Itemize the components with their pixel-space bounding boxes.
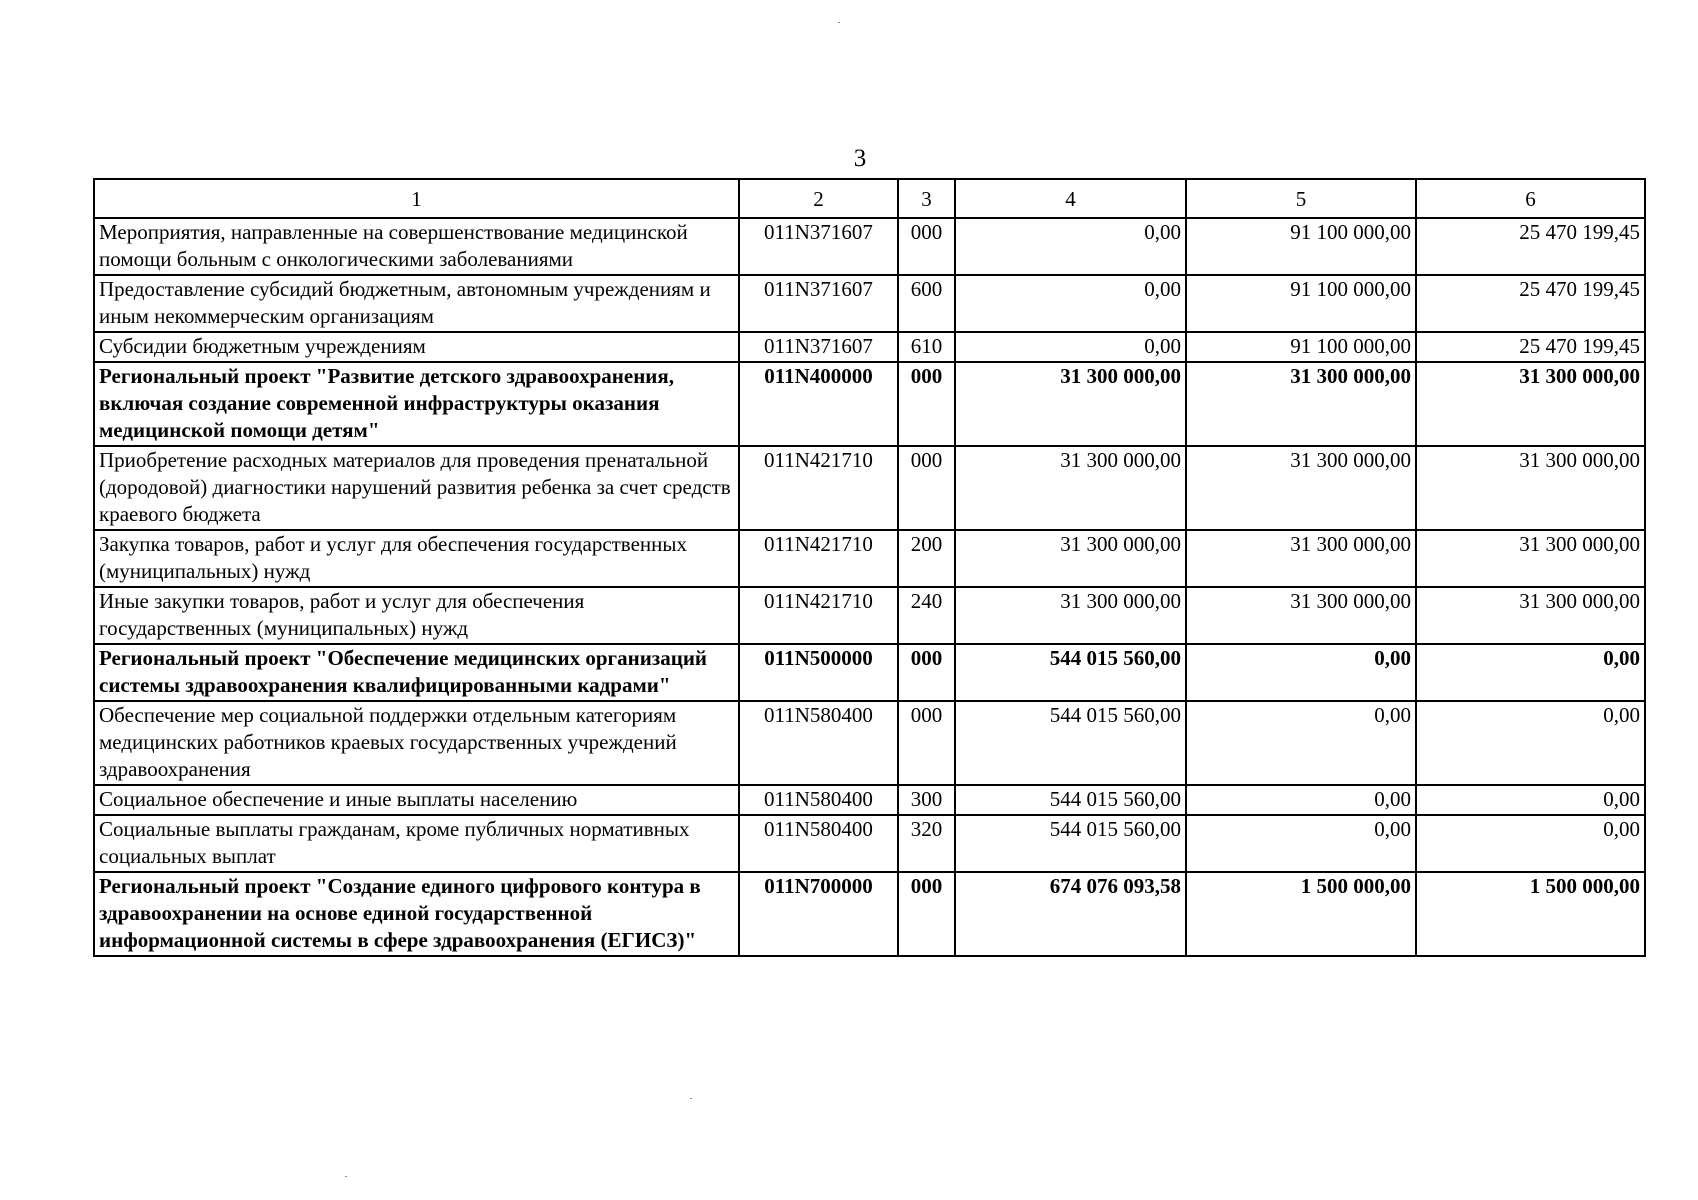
row-expense-type: 600	[898, 275, 955, 332]
row-expense-type: 610	[898, 332, 955, 362]
table-row	[94, 275, 1645, 332]
row-target-code: 011N700000	[739, 872, 898, 956]
row-amount-col4: 544 015 560,00	[955, 815, 1186, 872]
row-expense-type: 240	[898, 587, 955, 644]
scan-speck	[838, 22, 840, 23]
row-amount-col6: 0,00	[1416, 815, 1645, 872]
row-amount-col5: 31 300 000,00	[1186, 587, 1416, 644]
row-expense-type: 300	[898, 785, 955, 815]
row-amount-col4: 0,00	[955, 332, 1186, 362]
row-amount-col6: 31 300 000,00	[1416, 446, 1645, 530]
row-name: Предоставление субсидий бюджетным, автономным учреждениям и иным некоммерческим организациям	[94, 275, 739, 332]
scan-speck	[690, 1098, 692, 1099]
row-expense-type: 200	[898, 530, 955, 587]
column-header-5: 5	[1186, 179, 1416, 218]
row-amount-col5: 31 300 000,00	[1186, 362, 1416, 446]
row-amount-col6: 25 470 199,45	[1416, 275, 1645, 332]
header-row	[94, 179, 1645, 218]
row-amount-col5: 0,00	[1186, 815, 1416, 872]
row-expense-type: 000	[898, 644, 955, 701]
row-name: Социальное обеспечение и иные выплаты населению	[94, 785, 739, 815]
column-header-2: 2	[739, 179, 898, 218]
row-name: Региональный проект "Создание единого цифрового контура в здравоохранении на основе единой государственной информационной системы в сфере здравоохранения (ЕГИСЗ)"	[94, 872, 739, 956]
table-row	[94, 218, 1645, 275]
row-name: Социальные выплаты гражданам, кроме публичных нормативных социальных выплат	[94, 815, 739, 872]
table-row	[94, 644, 1645, 701]
column-header-6: 6	[1416, 179, 1645, 218]
row-expense-type: 000	[898, 872, 955, 956]
row-name: Обеспечение мер социальной поддержки отдельным категориям медицинских работников краевых государственных учреждений здравоохранения	[94, 701, 739, 785]
row-amount-col5: 0,00	[1186, 701, 1416, 785]
row-amount-col4: 674 076 093,58	[955, 872, 1186, 956]
row-target-code: 011N421710	[739, 446, 898, 530]
row-target-code: 011N580400	[739, 785, 898, 815]
row-expense-type: 000	[898, 218, 955, 275]
row-amount-col6: 0,00	[1416, 701, 1645, 785]
row-amount-col4: 544 015 560,00	[955, 644, 1186, 701]
row-target-code: 011N371607	[739, 275, 898, 332]
row-target-code: 011N500000	[739, 644, 898, 701]
table-row	[94, 332, 1645, 362]
row-amount-col6: 31 300 000,00	[1416, 530, 1645, 587]
row-expense-type: 000	[898, 362, 955, 446]
row-amount-col5: 1 500 000,00	[1186, 872, 1416, 956]
row-amount-col5: 0,00	[1186, 644, 1416, 701]
row-name: Субсидии бюджетным учреждениям	[94, 332, 739, 362]
page-number: 3	[853, 145, 867, 172]
column-header-3: 3	[898, 179, 955, 218]
row-expense-type: 000	[898, 446, 955, 530]
row-name: Иные закупки товаров, работ и услуг для обеспечения государственных (муниципальных) нужд	[94, 587, 739, 644]
row-amount-col6: 0,00	[1416, 785, 1645, 815]
row-name: Региональный проект "Обеспечение медицинских организаций системы здравоохранения квалифицированными кадрами"	[94, 644, 739, 701]
row-amount-col5: 31 300 000,00	[1186, 446, 1416, 530]
row-name: Региональный проект "Развитие детского здравоохранения, включая создание современной инфраструктуры оказания медицинской помощи детям"	[94, 362, 739, 446]
row-amount-col5: 91 100 000,00	[1186, 332, 1416, 362]
row-target-code: 011N371607	[739, 218, 898, 275]
row-target-code: 011N580400	[739, 815, 898, 872]
row-target-code: 011N580400	[739, 701, 898, 785]
table-row	[94, 446, 1645, 530]
row-amount-col4: 0,00	[955, 218, 1186, 275]
table-body	[94, 218, 1645, 956]
table-row	[94, 701, 1645, 785]
row-target-code: 011N421710	[739, 530, 898, 587]
table-row	[94, 785, 1645, 815]
row-expense-type: 320	[898, 815, 955, 872]
row-amount-col4: 31 300 000,00	[955, 587, 1186, 644]
row-amount-col5: 91 100 000,00	[1186, 218, 1416, 275]
row-target-code: 011N371607	[739, 332, 898, 362]
row-amount-col4: 544 015 560,00	[955, 785, 1186, 815]
table-row	[94, 530, 1645, 587]
column-header-4: 4	[955, 179, 1186, 218]
row-amount-col6: 0,00	[1416, 644, 1645, 701]
row-amount-col4: 544 015 560,00	[955, 701, 1186, 785]
row-amount-col6: 25 470 199,45	[1416, 218, 1645, 275]
table-row	[94, 815, 1645, 872]
row-amount-col6: 1 500 000,00	[1416, 872, 1645, 956]
row-target-code: 011N400000	[739, 362, 898, 446]
row-target-code: 011N421710	[739, 587, 898, 644]
table-row	[94, 362, 1645, 446]
row-amount-col4: 31 300 000,00	[955, 530, 1186, 587]
row-expense-type: 000	[898, 701, 955, 785]
table-row	[94, 872, 1645, 956]
row-amount-col6: 31 300 000,00	[1416, 587, 1645, 644]
scan-speck	[345, 1176, 347, 1177]
row-amount-col4: 0,00	[955, 275, 1186, 332]
row-amount-col5: 0,00	[1186, 785, 1416, 815]
row-amount-col4: 31 300 000,00	[955, 446, 1186, 530]
column-header-1: 1	[94, 179, 739, 218]
budget-table	[93, 178, 1646, 957]
row-amount-col4: 31 300 000,00	[955, 362, 1186, 446]
row-name: Закупка товаров, работ и услуг для обеспечения государственных (муниципальных) нужд	[94, 530, 739, 587]
row-amount-col5: 91 100 000,00	[1186, 275, 1416, 332]
row-amount-col6: 31 300 000,00	[1416, 362, 1645, 446]
row-amount-col6: 25 470 199,45	[1416, 332, 1645, 362]
table-row	[94, 587, 1645, 644]
row-name: Мероприятия, направленные на совершенствование медицинской помощи больным с онкологическими заболеваниями	[94, 218, 739, 275]
row-amount-col5: 31 300 000,00	[1186, 530, 1416, 587]
row-name: Приобретение расходных материалов для проведения пренатальной (дородовой) диагностики нарушений развития ребенка за счет средств краевого бюджета	[94, 446, 739, 530]
